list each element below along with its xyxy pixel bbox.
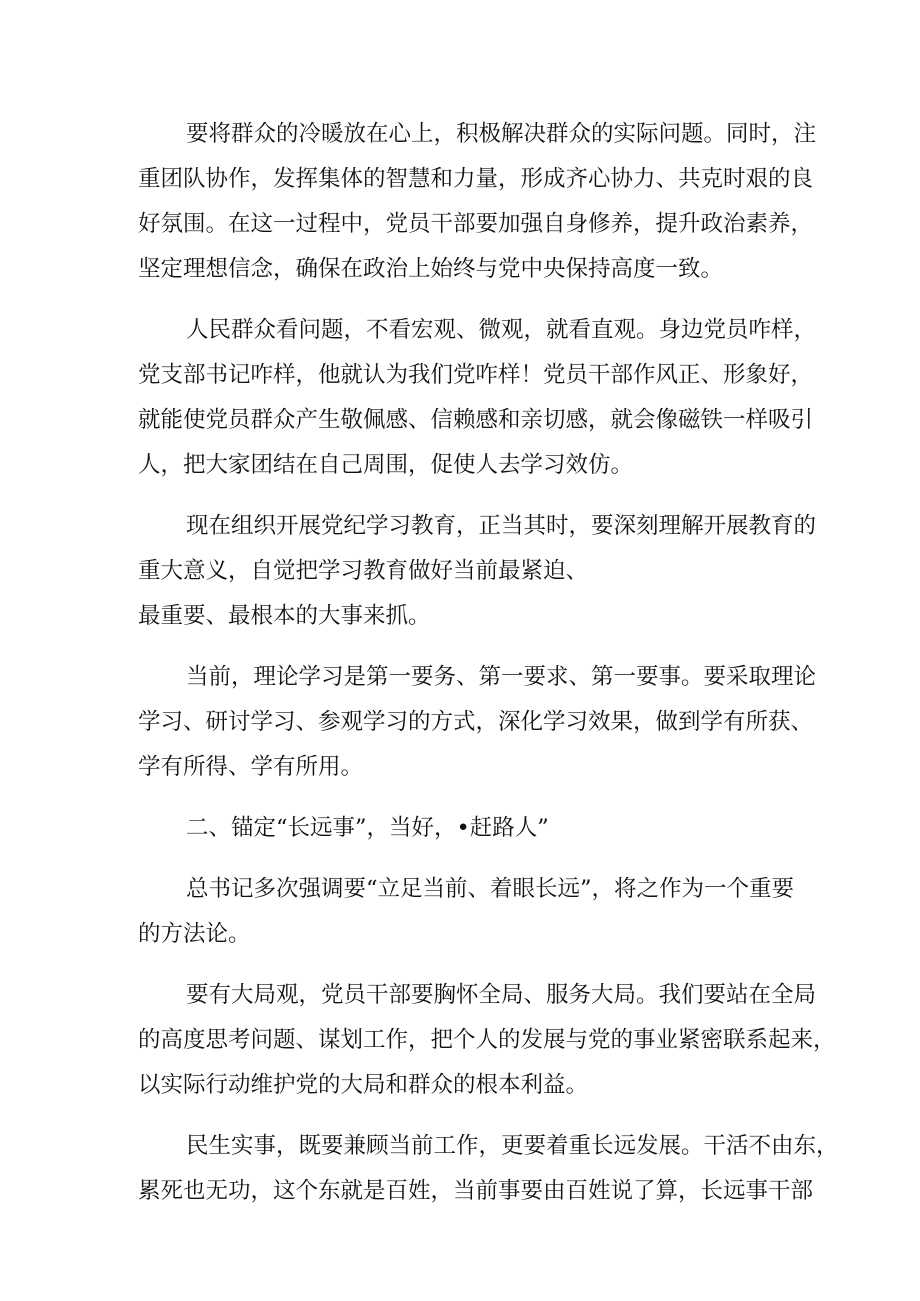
text-line: 好氛围。在这一过程中，党员干部要加强自身修养，提升政治素养， — [138, 211, 814, 237]
text-line: 的高度思考问题、谋划工作，把个人的发展与党的事业紧密联系起来， — [138, 1027, 836, 1053]
section-heading — [138, 806, 786, 851]
document-body — [138, 112, 839, 1230]
paragraph-8 — [138, 1124, 839, 1214]
text-line: 学习、研讨学习、参观学习的方式，深化学习效果，做到学有所获、 — [138, 709, 814, 735]
text-line: 就能使党员群众产生敬佩感、信赖感和亲切感，就会像磁铁一样吸引 — [138, 407, 814, 433]
text-line: 累死也无功，这个东就是百姓，当前事要由百姓说了算，长远事干部 — [138, 1178, 814, 1204]
text-line: 总书记多次强调要“立足当前、着眼长远”，将之作为一个重要 — [186, 876, 795, 902]
text-line: 以实际行动维护党的大局和群众的根本利益。 — [138, 1072, 589, 1098]
text-line: 重大意义，自觉把学习教育做好当前最紧迫、 — [138, 558, 589, 584]
heading-text: 二、锚定“长远事”，当好，•赶路人” — [186, 815, 549, 841]
text-line: 人，把大家团结在自己周围，促使人去学习效仿。 — [138, 452, 634, 478]
text-line: 要有大局观，党员干部要胸怀全局、服务大局。我们要站在全局 — [186, 982, 817, 1008]
paragraph-3 — [138, 504, 817, 639]
text-line: 要将群众的冷暖放在心上，积极解决群众的实际问题。同时，注 — [186, 121, 817, 147]
text-line: 的方法论。 — [138, 921, 251, 947]
text-line: 现在组织开展党纪学习教育，正当其时，要深刻理解开展教育的 — [186, 513, 817, 539]
text-line: 坚定理想信念，确保在政治上始终与党中央保持高度一致。 — [138, 256, 724, 282]
text-line: 重团队协作，发挥集体的智慧和力量，形成齐心协力、共克时艰的良 — [138, 166, 814, 192]
paragraph-6 — [138, 867, 795, 957]
text-line: 学有所得、学有所用。 — [138, 754, 364, 780]
paragraph-4 — [138, 655, 817, 790]
text-line: 当前，理论学习是第一要务、第一要求、第一要事。要采取理论 — [186, 664, 817, 690]
text-line: 民生实事，既要兼顾当前工作，更要着重长远发展。干活不由东， — [186, 1133, 839, 1159]
text-line: 党支部书记咋样，他就认为我们党咋样！党员干部作风正、形象好， — [138, 362, 814, 388]
paragraph-7 — [138, 973, 836, 1108]
text-line: 最重要、最根本的大事来抓。 — [138, 603, 431, 629]
text-line: 人民群众看问题，不看宏观、微观，就看直观。身边党员咋样， — [186, 317, 817, 343]
paragraph-2 — [138, 308, 817, 488]
paragraph-1 — [138, 112, 817, 292]
